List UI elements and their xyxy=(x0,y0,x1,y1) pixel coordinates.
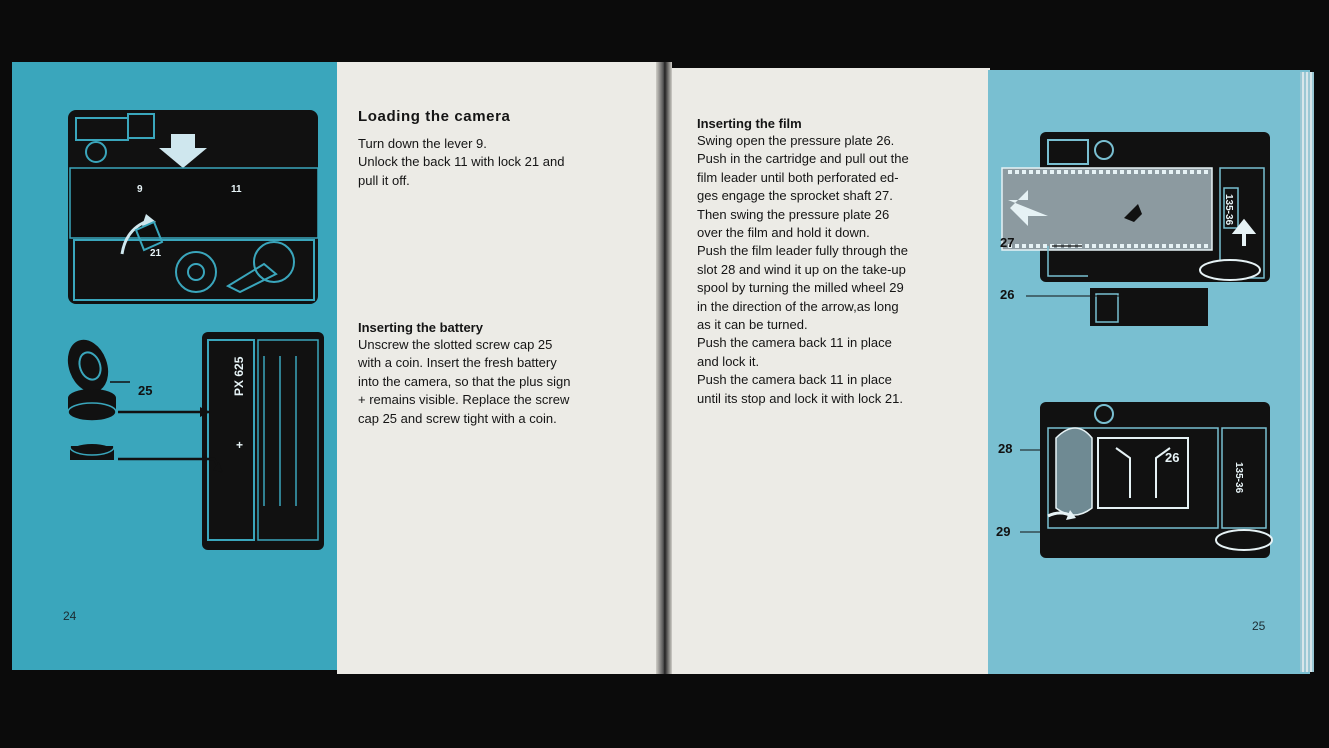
label-pressure-plate-b: 26 xyxy=(1165,450,1180,465)
label-back: 11 xyxy=(231,184,242,195)
battery-line-3: into the camera, so that the plus sign xyxy=(358,373,571,389)
label-milled-wheel: 29 xyxy=(996,524,1011,539)
label-lever: 9 xyxy=(137,184,143,195)
film-line-7: Push the film leader fully through the xyxy=(697,243,909,259)
camera-back-illustration xyxy=(66,104,326,306)
label-cartridge-a: 135-36 xyxy=(1223,194,1234,226)
battery-line-5: cap 25 and screw tight with a coin. xyxy=(358,410,557,426)
film-insertion-illustration xyxy=(1000,128,1275,330)
film-line-11: as it can be turned. xyxy=(697,317,808,333)
film-section xyxy=(697,116,967,408)
film-line-2: Push in the cartridge and pull out the xyxy=(697,151,909,167)
film-line-9: spool by turning the milled wheel 29 xyxy=(697,280,904,296)
battery-line-1: Unscrew the slotted screw cap 25 xyxy=(358,337,553,352)
page-edges xyxy=(1300,72,1314,672)
book-spine xyxy=(656,62,672,674)
loading-text xyxy=(358,135,628,190)
film-line-8: slot 28 and wind it up on the take-up xyxy=(697,261,906,277)
label-plus-sign: + xyxy=(236,438,244,452)
label-pressure-plate-a: 26 xyxy=(1000,287,1015,302)
film-line-5: Then swing the pressure plate 26 xyxy=(697,206,890,222)
loading-line-1: Turn down the lever 9. xyxy=(358,136,487,151)
battery-line-4: + remains visible. Replace the screw xyxy=(358,392,570,408)
battery-line-2: with a coin. Insert the fresh battery xyxy=(358,355,557,371)
film-line-6: over the film and hold it down. xyxy=(697,225,870,241)
label-slot: 28 xyxy=(998,441,1013,456)
battery-section xyxy=(358,320,628,428)
film-line-15: until its stop and lock it with lock 21. xyxy=(697,390,903,406)
loading-line-2: Unlock the back 11 with lock 21 and xyxy=(358,154,565,170)
heading-battery: Inserting the battery xyxy=(358,320,483,335)
battery-illustration xyxy=(58,326,328,552)
label-screw-cap: 25 xyxy=(138,383,153,398)
page-number-right: 25 xyxy=(1252,619,1266,633)
label-battery-type: PX 625 xyxy=(232,356,246,396)
film-line-12: Push the camera back 11 in place xyxy=(697,335,892,351)
film-line-10: in the direction of the arrow,as long xyxy=(697,298,899,314)
label-lock: 21 xyxy=(150,248,162,259)
heading-film: Inserting the film xyxy=(697,116,802,131)
label-cartridge-b: 135-36 xyxy=(1233,462,1244,494)
loading-section xyxy=(358,108,628,190)
battery-text xyxy=(358,336,628,428)
page-number-left: 24 xyxy=(63,609,77,623)
loading-line-3: pull it off. xyxy=(358,172,410,188)
film-line-3: film leader until both perforated ed- xyxy=(697,169,899,185)
heading-loading: Loading the camera xyxy=(358,108,511,125)
film-line-14: Push the camera back 11 in place xyxy=(697,372,892,388)
film-line-13: and lock it. xyxy=(697,353,760,369)
film-text xyxy=(697,132,967,408)
film-line-4: ges engage the sprocket shaft 27. xyxy=(697,188,893,204)
label-sprocket-shaft: 27 xyxy=(1000,235,1015,250)
film-line-1: Swing open the pressure plate 26. xyxy=(697,133,895,148)
